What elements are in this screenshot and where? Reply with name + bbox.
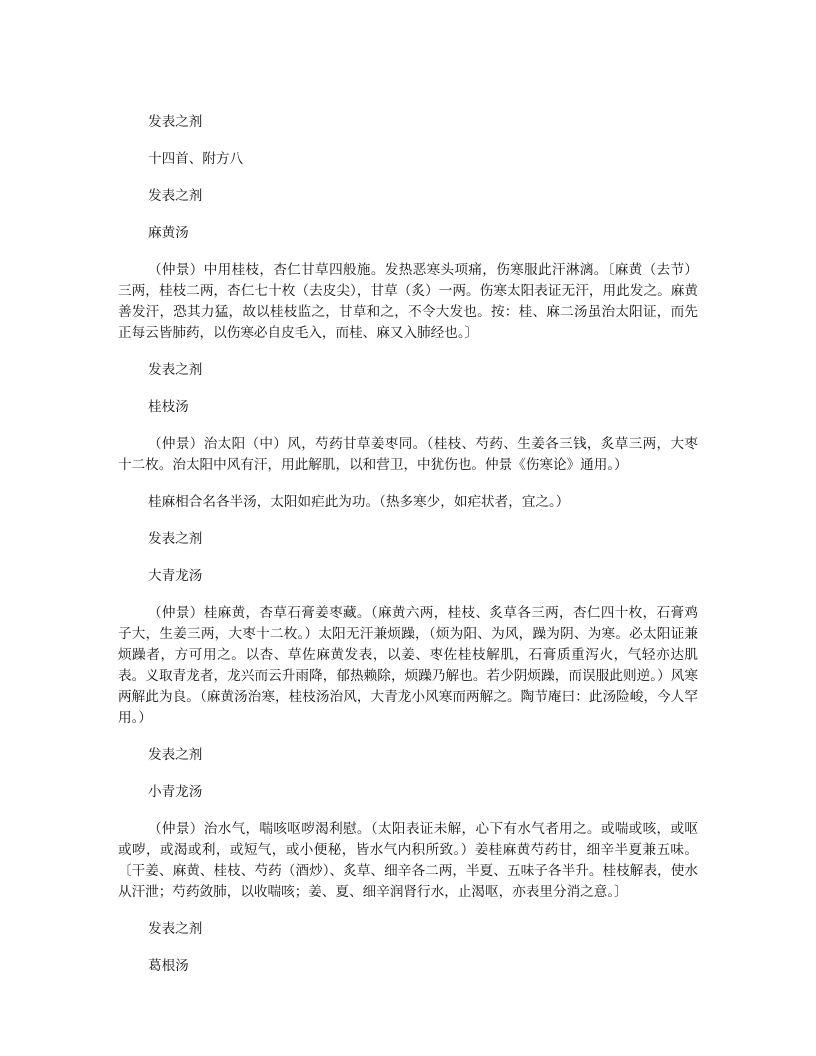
section-heading: 发表之剂 (148, 747, 203, 763)
formula-paragraph: （仲景）治水气，喘咳呕哕渴利慰。（太阳表证未解，心下有水气者用之。或喘或咳，或呕或哕，或渴或利，或短气，或小便秘，皆水气内积所致。）姜桂麻黄芍药甘，细辛半夏兼五味。〔干姜、麻黄、桂枝、芍药（酒炒）、炙草、细辛各二两，半夏、五味子各半升。桂枝解表，使水从汗泄；芍药敛肺，以收喘咳；姜、夏、细辛润肾行水，止渴呕，亦表里分消之意。〕 (118, 821, 698, 900)
section-subheading: 十四首、附方八 (148, 151, 244, 167)
document-body (118, 112, 698, 977)
formula-title: 桂枝汤 (148, 399, 189, 415)
formula-title: 麻黄汤 (148, 225, 189, 241)
formula-title: 大青龙汤 (148, 568, 203, 584)
section-heading: 发表之剂 (148, 362, 203, 378)
formula-paragraph: （仲景）桂麻黄，杏草石膏姜枣藏。（麻黄六两，桂枝、炙草各三两，杏仁四十枚，石膏鸡子大，生姜三两，大枣十二枚。）太阳无汗兼烦躁，（烦为阳、为风，躁为阴、为寒。必太阳证兼烦躁者，方可用之。以杏、草佐麻黄发表，以姜、枣佐桂枝解肌，石膏质重泻火，气轻亦达肌表。义取青龙者，龙兴而云升雨降，郁热赖除，烦躁乃解也。若少阴烦躁，而误服此则逆。）风寒两解此为良。（麻黄汤治寒，桂枝汤治风，大青龙小风寒而两解之。陶节庵曰：此汤险峻，今人罕用。） (118, 605, 698, 726)
formula-title: 小青龙汤 (148, 784, 203, 800)
section-heading: 发表之剂 (148, 114, 203, 130)
section-heading: 发表之剂 (148, 921, 203, 937)
section-heading: 发表之剂 (148, 188, 203, 204)
formula-note: 桂麻相合名各半汤，太阳如疟此为功。（热多寒少，如疟状者，宜之。） (148, 494, 570, 510)
formula-paragraph: （仲景）中用桂枝，杏仁甘草四般施。发热恶寒头项痛，伤寒服此汗淋漓。〔麻黄（去节）三两，桂枝二两，杏仁七十枚（去皮尖），甘草（炙）一两。伤寒太阳表证无汗，用此发之。麻黄善发汗，恐其力猛，故以桂枝监之，甘草和之，不令大发也。按：桂、麻二汤虽治太阳证，而先正每云皆肺药，以伤寒必自皮毛入，而桂、麻又入肺经也。〕 (118, 262, 698, 341)
formula-paragraph: （仲景）治太阳（中）风，芍药甘草姜枣同。（桂枝、芍药、生姜各三钱，炙草三两，大枣十二枚。治太阳中风有汗，用此解肌，以和营卫，中犹伤也。仲景《伤寒论》通用。） (118, 436, 698, 473)
section-heading: 发表之剂 (148, 531, 203, 547)
formula-title: 葛根汤 (148, 958, 189, 974)
